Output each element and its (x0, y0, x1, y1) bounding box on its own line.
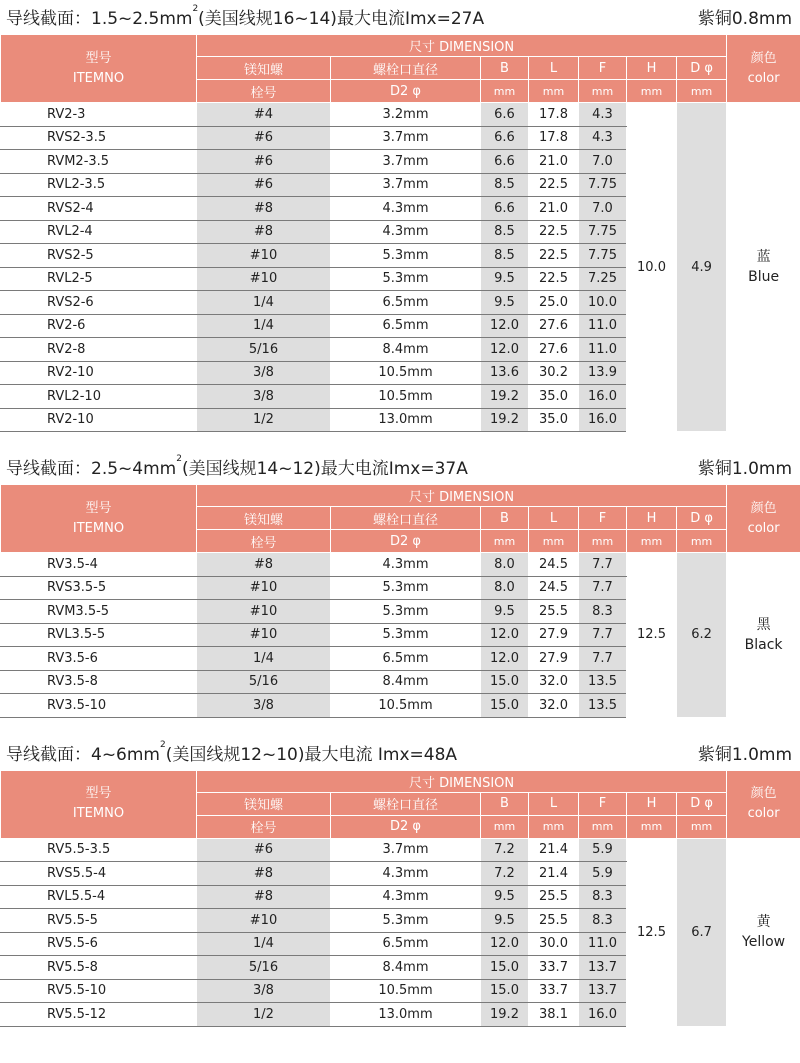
col-b-header: B (481, 792, 529, 815)
dim-f: 11.0 (579, 338, 627, 362)
color-header-cn: 颜色 (750, 50, 777, 66)
dim-l: 32.0 (529, 694, 579, 718)
title-prefix: 导线截面：1.5~2.5mm (6, 9, 193, 29)
item-header-cn: 型号 (85, 500, 112, 516)
dim-f: 4.3 (579, 126, 627, 150)
bolt-diameter: 10.5mm (331, 385, 481, 409)
unit-label: mm (677, 80, 727, 103)
stud-size: #8 (197, 553, 331, 577)
item-number: RVL5.5-4 (1, 885, 197, 909)
dim-b: 7.2 (481, 862, 529, 886)
bolt-diameter: 10.5mm (331, 979, 481, 1003)
color-cell (727, 553, 800, 718)
dim-f: 7.0 (579, 150, 627, 174)
dim-f: 11.0 (579, 932, 627, 956)
color-cn: 黄 (756, 914, 771, 930)
title-suffix: (美国线规12~10)最大电流 Imx=48A (165, 744, 458, 765)
col-f-header: F (579, 507, 627, 530)
bolt-diameter: 4.3mm (331, 197, 481, 221)
bolt-diameter: 6.5mm (331, 291, 481, 315)
col-l-header: L (529, 792, 579, 815)
dim-l: 22.5 (529, 267, 579, 291)
stud-header: 镁知螺 (197, 792, 331, 815)
bolt-diameter: 13.0mm (331, 408, 481, 432)
stud-size: #10 (197, 909, 331, 933)
item-number: RV2-10 (1, 361, 197, 385)
dim-f: 7.75 (579, 220, 627, 244)
dimension-header: 尺寸 DIMENSION (197, 485, 727, 507)
dim-l: 25.0 (529, 291, 579, 315)
bolt-diameter: 4.3mm (331, 220, 481, 244)
item-number: RV5.5-6 (1, 932, 197, 956)
color-header (727, 35, 800, 103)
unit-label: mm (627, 530, 677, 553)
dim-l: 21.0 (529, 150, 579, 174)
dim-b: 8.5 (481, 220, 529, 244)
stud-size: #6 (197, 126, 331, 150)
dim-h: 12.5 (627, 553, 677, 718)
dim-f: 7.7 (579, 647, 627, 671)
stud-size: 1/4 (197, 291, 331, 315)
unit-label: mm (677, 815, 727, 838)
section-title (0, 0, 800, 34)
bolt-diameter: 4.3mm (331, 553, 481, 577)
stud-size: 5/16 (197, 338, 331, 362)
color-cell (727, 838, 800, 1026)
dim-b: 6.6 (481, 150, 529, 174)
unit-label: mm (529, 815, 579, 838)
stud-size: 5/16 (197, 670, 331, 694)
stud-size: #10 (197, 576, 331, 600)
col-h-header: H (627, 507, 677, 530)
item-header (1, 770, 197, 838)
stud-size: 1/4 (197, 647, 331, 671)
bolt-d-header: D2 φ (331, 530, 481, 553)
bolt-d-header: D2 φ (331, 80, 481, 103)
item-number: RV3.5-4 (1, 553, 197, 577)
item-number: RV5.5-3.5 (1, 838, 197, 862)
dim-f: 7.7 (579, 553, 627, 577)
dim-b: 8.0 (481, 576, 529, 600)
dim-f: 7.7 (579, 576, 627, 600)
wire-spec-heading (6, 454, 468, 479)
dim-b: 15.0 (481, 694, 529, 718)
item-number: RV2-8 (1, 338, 197, 362)
dim-f: 7.0 (579, 197, 627, 221)
item-number: RVL2-10 (1, 385, 197, 409)
item-number: RVL3.5-5 (1, 623, 197, 647)
stud-header-2: 栓号 (197, 530, 331, 553)
dim-f: 8.3 (579, 885, 627, 909)
dim-b: 9.5 (481, 267, 529, 291)
item-number: RV2-6 (1, 314, 197, 338)
dim-l: 25.5 (529, 600, 579, 624)
unit-label: mm (579, 815, 627, 838)
item-header (1, 485, 197, 553)
spec-table (0, 484, 800, 718)
spec-section (0, 450, 800, 718)
stud-header-2: 栓号 (197, 815, 331, 838)
dim-f: 5.9 (579, 838, 627, 862)
dim-l: 27.9 (529, 623, 579, 647)
col-f-header: F (579, 792, 627, 815)
item-number: RV2-10 (1, 408, 197, 432)
dim-d: 4.9 (677, 103, 727, 432)
color-cn: 黑 (756, 616, 771, 633)
stud-size: 3/8 (197, 385, 331, 409)
dim-b: 12.0 (481, 647, 529, 671)
stud-size: 3/8 (197, 694, 331, 718)
stud-size: #8 (197, 220, 331, 244)
bolt-diameter: 3.7mm (331, 126, 481, 150)
title-suffix: (美国线规16~14)最大电流Imx=27A (198, 9, 485, 29)
title-prefix: 导线截面：2.5~4mm (6, 459, 177, 479)
section-title (0, 736, 800, 770)
stud-size: #6 (197, 150, 331, 174)
stud-size: #10 (197, 623, 331, 647)
col-d-header: D φ (677, 507, 727, 530)
color-header-en: color (747, 70, 780, 86)
item-number: RVL2-3.5 (1, 173, 197, 197)
dim-l: 21.4 (529, 862, 579, 886)
dim-f: 8.3 (579, 600, 627, 624)
stud-size: #8 (197, 197, 331, 221)
stud-size: 3/8 (197, 979, 331, 1003)
dim-b: 12.0 (481, 314, 529, 338)
bolt-header: 螺栓口直径 (331, 507, 481, 530)
bolt-diameter: 5.3mm (331, 909, 481, 933)
item-header-en: ITEMNO (72, 806, 125, 821)
unit-label: mm (627, 80, 677, 103)
bolt-diameter: 5.3mm (331, 600, 481, 624)
item-header-en: ITEMNO (72, 70, 125, 86)
dim-b: 19.2 (481, 385, 529, 409)
color-en: Yellow (742, 934, 786, 950)
unit-label: mm (579, 80, 627, 103)
item-header-cn: 型号 (85, 50, 112, 66)
stud-size: #10 (197, 267, 331, 291)
bolt-diameter: 5.3mm (331, 267, 481, 291)
item-number: RV5.5-8 (1, 956, 197, 980)
bolt-diameter: 6.5mm (331, 932, 481, 956)
dim-d: 6.2 (677, 553, 727, 718)
dim-b: 12.0 (481, 932, 529, 956)
title-superscript: 2 (192, 4, 199, 14)
color-header-cn: 颜色 (750, 786, 777, 801)
col-d-header: D φ (677, 792, 727, 815)
stud-header: 镁知螺 (197, 507, 331, 530)
dim-b: 8.5 (481, 173, 529, 197)
unit-label: mm (529, 80, 579, 103)
dim-f: 7.75 (579, 244, 627, 268)
color-cn: 蓝 (756, 249, 771, 265)
item-number: RVS2-6 (1, 291, 197, 315)
stud-size: 1/2 (197, 1003, 331, 1027)
dim-d: 6.7 (677, 838, 727, 1026)
spec-table (0, 34, 800, 432)
dim-l: 25.5 (529, 885, 579, 909)
dim-l: 30.0 (529, 932, 579, 956)
bolt-diameter: 13.0mm (331, 1003, 481, 1027)
dim-b: 8.0 (481, 553, 529, 577)
dim-f: 7.25 (579, 267, 627, 291)
stud-size: #10 (197, 600, 331, 624)
dim-l: 27.6 (529, 338, 579, 362)
stud-size: #6 (197, 173, 331, 197)
dim-b: 15.0 (481, 979, 529, 1003)
wire-spec-heading (6, 740, 457, 765)
dim-l: 22.5 (529, 244, 579, 268)
stud-size: 1/4 (197, 314, 331, 338)
bolt-diameter: 3.7mm (331, 150, 481, 174)
unit-label: mm (481, 80, 529, 103)
dim-b: 9.5 (481, 885, 529, 909)
dim-b: 8.5 (481, 244, 529, 268)
color-cell (727, 103, 800, 432)
dim-f: 4.3 (579, 103, 627, 127)
bolt-diameter: 3.7mm (331, 838, 481, 862)
dim-f: 16.0 (579, 1003, 627, 1027)
dimension-header: 尺寸 DIMENSION (197, 770, 727, 792)
dim-l: 35.0 (529, 408, 579, 432)
dim-l: 17.8 (529, 126, 579, 150)
dim-b: 6.6 (481, 126, 529, 150)
item-number: RVS5.5-4 (1, 862, 197, 886)
col-h-header: H (627, 57, 677, 80)
col-l-header: L (529, 507, 579, 530)
bolt-diameter: 5.3mm (331, 576, 481, 600)
dim-l: 27.9 (529, 647, 579, 671)
col-l-header: L (529, 57, 579, 80)
stud-header: 镁知螺 (197, 57, 331, 80)
item-number: RVL2-4 (1, 220, 197, 244)
stud-size: #6 (197, 838, 331, 862)
dim-b: 9.5 (481, 600, 529, 624)
dim-b: 19.2 (481, 408, 529, 432)
unit-label: mm (481, 815, 529, 838)
dim-h: 12.5 (627, 838, 677, 1026)
dim-b: 7.2 (481, 838, 529, 862)
table-row (1, 553, 800, 577)
dim-f: 13.7 (579, 956, 627, 980)
dim-l: 33.7 (529, 956, 579, 980)
color-header (727, 770, 800, 838)
dim-l: 21.4 (529, 838, 579, 862)
item-number: RV5.5-10 (1, 979, 197, 1003)
bolt-d-header: D2 φ (331, 815, 481, 838)
item-number: RV5.5-5 (1, 909, 197, 933)
dim-l: 25.5 (529, 909, 579, 933)
dim-l: 27.6 (529, 314, 579, 338)
spec-section (0, 736, 800, 1027)
title-prefix: 导线截面：4~6mm (6, 744, 160, 765)
section-title (0, 450, 800, 484)
dim-b: 15.0 (481, 956, 529, 980)
item-number: RVS2-3.5 (1, 126, 197, 150)
bolt-diameter: 3.2mm (331, 103, 481, 127)
bolt-diameter: 4.3mm (331, 862, 481, 886)
dim-f: 11.0 (579, 314, 627, 338)
unit-label: mm (627, 815, 677, 838)
title-suffix: (美国线规14~12)最大电流Imx=37A (181, 459, 468, 479)
material-label: 紫铜1.0mm (697, 459, 792, 479)
color-header (727, 485, 800, 553)
bolt-header: 螺栓口直径 (331, 57, 481, 80)
dim-l: 21.0 (529, 197, 579, 221)
dim-l: 30.2 (529, 361, 579, 385)
wire-spec-heading (6, 4, 484, 29)
color-en: Blue (748, 269, 780, 285)
table-row (1, 103, 800, 127)
dim-l: 32.0 (529, 670, 579, 694)
bolt-diameter: 10.5mm (331, 361, 481, 385)
item-number: RV3.5-8 (1, 670, 197, 694)
stud-size: 3/8 (197, 361, 331, 385)
dimension-header: 尺寸 DIMENSION (197, 35, 727, 57)
material-label: 紫铜1.0mm (697, 744, 792, 765)
dim-l: 38.1 (529, 1003, 579, 1027)
dim-b: 12.0 (481, 623, 529, 647)
dim-b: 12.0 (481, 338, 529, 362)
dim-l: 22.5 (529, 173, 579, 197)
item-number: RVM2-3.5 (1, 150, 197, 174)
col-h-header: H (627, 792, 677, 815)
col-b-header: B (481, 57, 529, 80)
dim-h: 10.0 (627, 103, 677, 432)
col-b-header: B (481, 507, 529, 530)
dim-b: 15.0 (481, 670, 529, 694)
bolt-diameter: 6.5mm (331, 314, 481, 338)
unit-label: mm (529, 530, 579, 553)
item-number: RVM3.5-5 (1, 600, 197, 624)
dim-b: 13.6 (481, 361, 529, 385)
stud-size: #4 (197, 103, 331, 127)
stud-size: 1/2 (197, 408, 331, 432)
bolt-diameter: 4.3mm (331, 885, 481, 909)
dim-f: 16.0 (579, 385, 627, 409)
bolt-diameter: 5.3mm (331, 623, 481, 647)
stud-header-2: 栓号 (197, 80, 331, 103)
dim-f: 10.0 (579, 291, 627, 315)
dim-l: 17.8 (529, 103, 579, 127)
bolt-diameter: 6.5mm (331, 647, 481, 671)
dim-b: 9.5 (481, 909, 529, 933)
stud-size: 1/4 (197, 932, 331, 956)
color-en: Black (744, 636, 783, 653)
bolt-header: 螺栓口直径 (331, 792, 481, 815)
item-header-en: ITEMNO (72, 520, 125, 536)
dim-l: 24.5 (529, 553, 579, 577)
unit-label: mm (481, 530, 529, 553)
bolt-diameter: 3.7mm (331, 173, 481, 197)
dim-f: 13.9 (579, 361, 627, 385)
stud-size: #8 (197, 862, 331, 886)
dim-b: 9.5 (481, 291, 529, 315)
item-number: RVL2-5 (1, 267, 197, 291)
bolt-diameter: 5.3mm (331, 244, 481, 268)
unit-label: mm (579, 530, 627, 553)
item-number: RV2-3 (1, 103, 197, 127)
spec-section (0, 0, 800, 432)
color-header-cn: 颜色 (750, 500, 777, 516)
dim-f: 8.3 (579, 909, 627, 933)
dim-b: 6.6 (481, 197, 529, 221)
dim-l: 22.5 (529, 220, 579, 244)
item-number: RV5.5-12 (1, 1003, 197, 1027)
item-number: RVS3.5-5 (1, 576, 197, 600)
stud-size: #10 (197, 244, 331, 268)
item-header (1, 35, 197, 103)
col-d-header: D φ (677, 57, 727, 80)
material-label: 紫铜0.8mm (697, 9, 792, 29)
color-header-en: color (747, 806, 780, 821)
bolt-diameter: 10.5mm (331, 694, 481, 718)
title-superscript: 2 (176, 454, 182, 464)
stud-size: #8 (197, 885, 331, 909)
unit-label: mm (677, 530, 727, 553)
dim-f: 16.0 (579, 408, 627, 432)
title-superscript: 2 (160, 739, 166, 750)
dim-l: 35.0 (529, 385, 579, 409)
item-number: RVS2-5 (1, 244, 197, 268)
dim-b: 6.6 (481, 103, 529, 127)
dim-f: 13.5 (579, 694, 627, 718)
dim-b: 19.2 (481, 1003, 529, 1027)
dim-f: 13.5 (579, 670, 627, 694)
col-f-header: F (579, 57, 627, 80)
dim-l: 24.5 (529, 576, 579, 600)
bolt-diameter: 8.4mm (331, 338, 481, 362)
dim-f: 13.7 (579, 979, 627, 1003)
bolt-diameter: 8.4mm (331, 670, 481, 694)
stud-size: 5/16 (197, 956, 331, 980)
bolt-diameter: 8.4mm (331, 956, 481, 980)
item-header-cn: 型号 (85, 786, 112, 801)
dim-l: 33.7 (529, 979, 579, 1003)
dim-f: 5.9 (579, 862, 627, 886)
spec-table (0, 770, 800, 1027)
dim-f: 7.7 (579, 623, 627, 647)
item-number: RV3.5-10 (1, 694, 197, 718)
table-row (1, 838, 800, 862)
item-number: RVS2-4 (1, 197, 197, 221)
dim-f: 7.75 (579, 173, 627, 197)
color-header-en: color (747, 520, 780, 536)
item-number: RV3.5-6 (1, 647, 197, 671)
